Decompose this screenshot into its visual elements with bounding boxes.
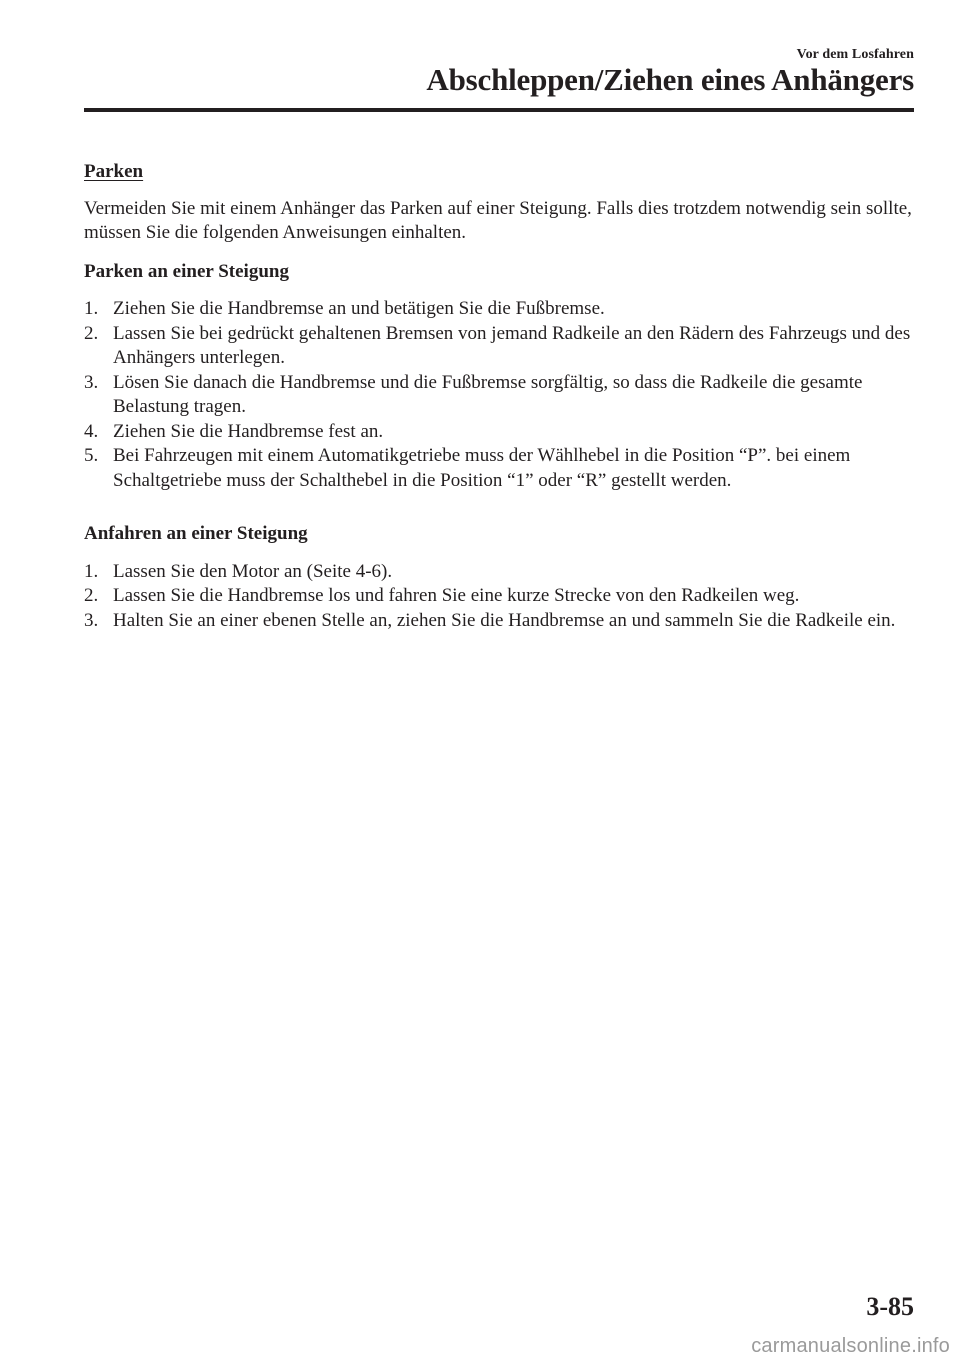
step-number: 2.: [84, 322, 99, 344]
step-number: 3.: [84, 371, 99, 393]
step-number: 1.: [84, 560, 99, 582]
list-item: [84, 322, 916, 371]
list-item: [84, 609, 916, 634]
page-number: 3-85: [866, 1292, 914, 1321]
step-number: 1.: [84, 298, 99, 319]
list-item: [84, 444, 916, 493]
step-text: Lassen Sie bei gedrückt gehaltenen Bremsen von jemand Radkeile an den Rädern des Fahrzeugs und des Anhängers unterlegen.: [113, 322, 911, 368]
page-content: [84, 160, 916, 662]
step-text: Halten Sie an einer ebenen Stelle an, ziehen Sie die Handbremse an und sammeln Sie die Radkeile ein.: [113, 609, 896, 631]
page-title: Abschleppen/Ziehen eines Anhängers: [426, 62, 914, 97]
list-item: [84, 297, 916, 322]
list-item: [84, 371, 916, 420]
step-text: Ziehen Sie die Handbremse fest an.: [113, 420, 384, 442]
step-text: Lassen Sie die Handbremse los und fahren Sie eine kurze Strecke von den Radkeilen weg.: [113, 585, 800, 606]
starting-steps-list: [84, 560, 916, 634]
parking-steps-list: [84, 297, 916, 493]
watermark: carmanualsonline.info: [751, 1335, 950, 1357]
list-item: [84, 420, 916, 445]
header-divider: [84, 108, 914, 112]
step-text: Lassen Sie den Motor an (Seite 4-6).: [113, 560, 393, 582]
section-title-parken: Parken: [84, 161, 144, 182]
step-text: Ziehen Sie die Handbremse an und betätigen Sie die Fußbremse.: [113, 298, 605, 319]
subsection-title-starting: Anfahren an einer Steigung: [84, 523, 308, 544]
step-number: 3.: [84, 609, 99, 631]
step-number: 4.: [84, 420, 99, 442]
step-text: Lösen Sie danach die Handbremse und die Fußbremse sorgfältig, so dass die Radkeile die gesamte Belastung tragen.: [113, 371, 863, 417]
step-text: Bei Fahrzeugen mit einem Automatikgetriebe muss der Wählhebel in die Position “P”. bei einem Schaltgetriebe muss der Schalthebel in die Position “1” oder “R” gestellt werden.: [113, 445, 851, 491]
list-item: [84, 560, 916, 585]
subsection-title-parking: Parken an einer Steigung: [84, 260, 289, 282]
intro-paragraph: Vermeiden Sie mit einem Anhänger das Parken auf einer Steigung. Falls dies trotzdem notwendig sein sollte, müssen Sie die folgenden Anweisungen einhalten.: [84, 197, 912, 243]
step-number: 5.: [84, 445, 99, 466]
header-chapter: Vor dem Losfahren: [796, 47, 914, 62]
list-item: [84, 584, 916, 609]
step-number: 2.: [84, 585, 99, 606]
